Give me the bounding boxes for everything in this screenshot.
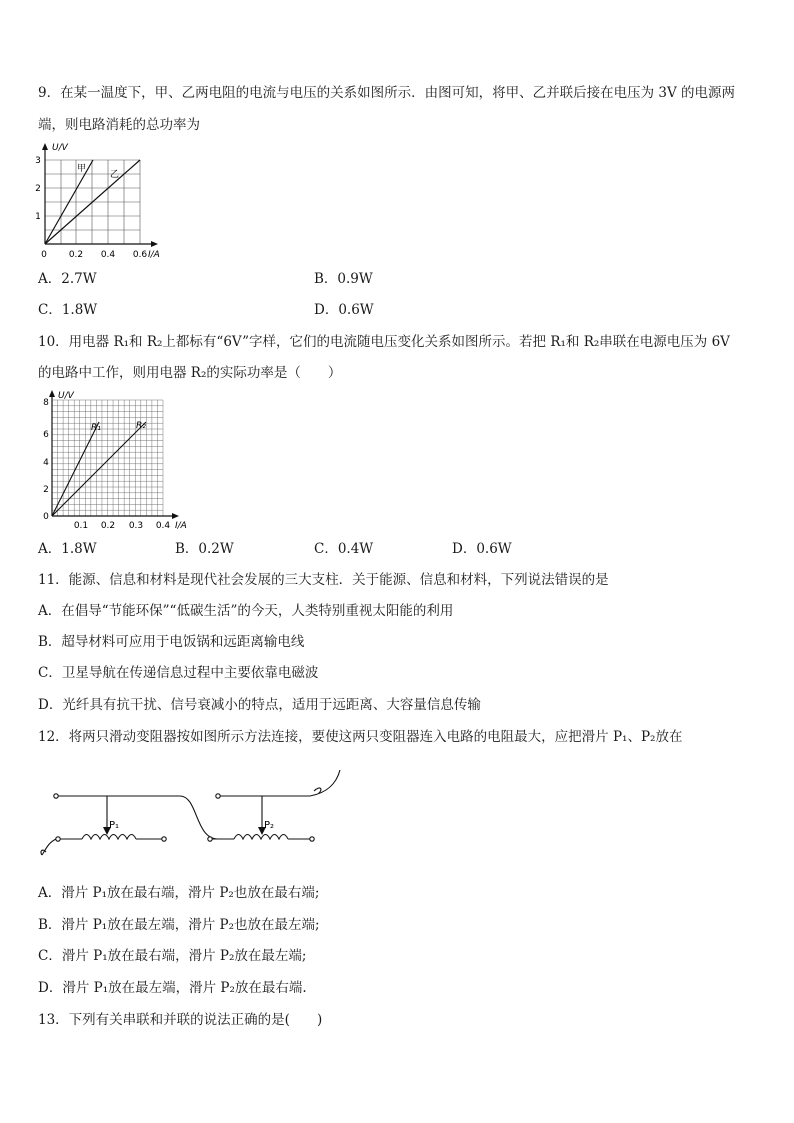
q10-x-tick: 0.2 [100, 521, 116, 531]
q12-option-b[interactable]: B．滑片 P₁放在最左端，滑片 P₂也放在最左端; [38, 917, 320, 933]
q10-y-tick: 2 [43, 485, 49, 495]
q11-stem: 11．能源、信息和材料是现代社会发展的三大支柱．关于能源、信息和材料，下列说法错误的是 [38, 572, 609, 588]
q11-option-c[interactable]: C．卫星导航在传递信息过程中主要依靠电磁波 [38, 665, 319, 681]
q9-option-c[interactable]: C．1.8W [38, 302, 98, 318]
q12-option-a[interactable]: A．滑片 P₁放在最右端，滑片 P₂也放在最右端; [38, 885, 320, 901]
q10-y-tick: 8 [43, 398, 49, 408]
q12-terminal [56, 837, 60, 841]
q10-x-tick: 0.1 [73, 521, 89, 531]
q10-y-tick: 0 [43, 512, 49, 522]
q10-y-tick: 6 [43, 430, 49, 440]
q12-free-wire-right [310, 770, 340, 796]
q9-stem-line2: 端，则电路消耗的总功率为 [38, 117, 200, 133]
q9-option-b[interactable]: B．0.9W [314, 271, 373, 287]
q12-connecting-wire [180, 796, 230, 839]
q12-terminal [310, 837, 314, 841]
q10-x-label: I/A [175, 521, 187, 531]
q9-line-label-yi: 乙 [110, 170, 120, 180]
q11-option-a[interactable]: A．在倡导“节能环保”“低碳生活”的今天，人类特别重视太阳能的利用 [38, 603, 454, 619]
q9-x-tick: 0.4 [100, 250, 116, 260]
q9-y-label: U/V [52, 143, 68, 153]
q12-option-c[interactable]: C．滑片 P₁放在最右端，滑片 P₂放在最左端; [38, 948, 307, 964]
q11-option-d[interactable]: D．光纤具有抗干扰、信号衰减小的特点，适用于远距离、大容量信息传输 [38, 697, 481, 713]
q13-stem: 13．下列有关串联和并联的说法正确的是( ) [38, 1012, 323, 1028]
q9-y-tick: 1 [35, 212, 41, 222]
q12-terminal [54, 794, 58, 798]
q9-y-tick: 2 [35, 184, 41, 194]
q9-stem-line1: 9．在某一温度下，甲、乙两电阻的电流与电压的关系如图所示．由图可知，将甲、乙并联后接在电压为 3V 的电源两 [38, 85, 736, 101]
q9-graph [30, 140, 180, 265]
q10-option-d[interactable]: D．0.6W [452, 541, 512, 557]
q9-line-label-jia: 甲 [77, 164, 87, 174]
q9-y-tick: 3 [35, 156, 41, 166]
q9-x-tick: 0.2 [68, 250, 84, 260]
q9-x-tick: 0.6 [132, 250, 148, 260]
q10-option-a[interactable]: A．1.8W [38, 541, 97, 557]
q10-x-tick: 0.4 [155, 521, 171, 531]
q10-line-label-r1: R₁ [91, 423, 101, 433]
q9-option-a[interactable]: A．2.7W [38, 271, 97, 287]
q9-x-arrow [151, 241, 158, 247]
q10-x-tick: 0.3 [128, 521, 144, 531]
q12-stem: 12．将两只滑动变阻器按如图所示方法连接，要使这两只变阻器连入电路的电阻最大，应把滑片 P₁、P₂放在 [38, 729, 683, 745]
q9-option-d[interactable]: D．0.6W [314, 302, 374, 318]
q12-coil-2 [234, 835, 288, 840]
q10-line-r2 [52, 422, 146, 516]
q10-y-arrow [49, 390, 55, 397]
q10-option-b[interactable]: B．0.2W [175, 541, 234, 557]
q9-x-tick: 0 [41, 250, 47, 260]
q12-slider-label-p1: P₁ [109, 820, 120, 831]
q10-y-label: U/V [58, 391, 74, 401]
q10-option-c[interactable]: C．0.4W [314, 541, 374, 557]
q12-slider-label-p2: P₂ [264, 820, 275, 831]
q10-line-r1 [52, 422, 99, 516]
q12-terminal [216, 794, 220, 798]
q12-option-d[interactable]: D．滑片 P₁放在最左端，滑片 P₂放在最右端. [38, 980, 307, 996]
q9-y-arrow [42, 143, 48, 150]
q11-option-b[interactable]: B．超导材料可应用于电饭锅和远距离输电线 [38, 634, 305, 650]
q12-circuit-diagram [30, 765, 360, 865]
q9-x-label: I/A [148, 250, 160, 260]
q12-free-wire-left [41, 839, 56, 855]
q10-stem-line2: 的电路中工作，则用电器 R₂的实际功率是（ ） [38, 365, 342, 381]
q12-coil-1 [82, 835, 136, 840]
q12-terminal [162, 837, 166, 841]
q10-x-arrow [172, 513, 179, 519]
q12-terminal [208, 837, 212, 841]
q10-y-tick: 4 [43, 458, 49, 468]
q10-graph [36, 388, 201, 533]
q10-stem-line1: 10．用电器 R₁和 R₂上都标有“6V”字样，它们的电流随电压变化关系如图所示。若把 R₁和 R₂串联在电源电压为 6V [38, 334, 730, 350]
q10-line-label-r2: R₂ [136, 421, 146, 431]
